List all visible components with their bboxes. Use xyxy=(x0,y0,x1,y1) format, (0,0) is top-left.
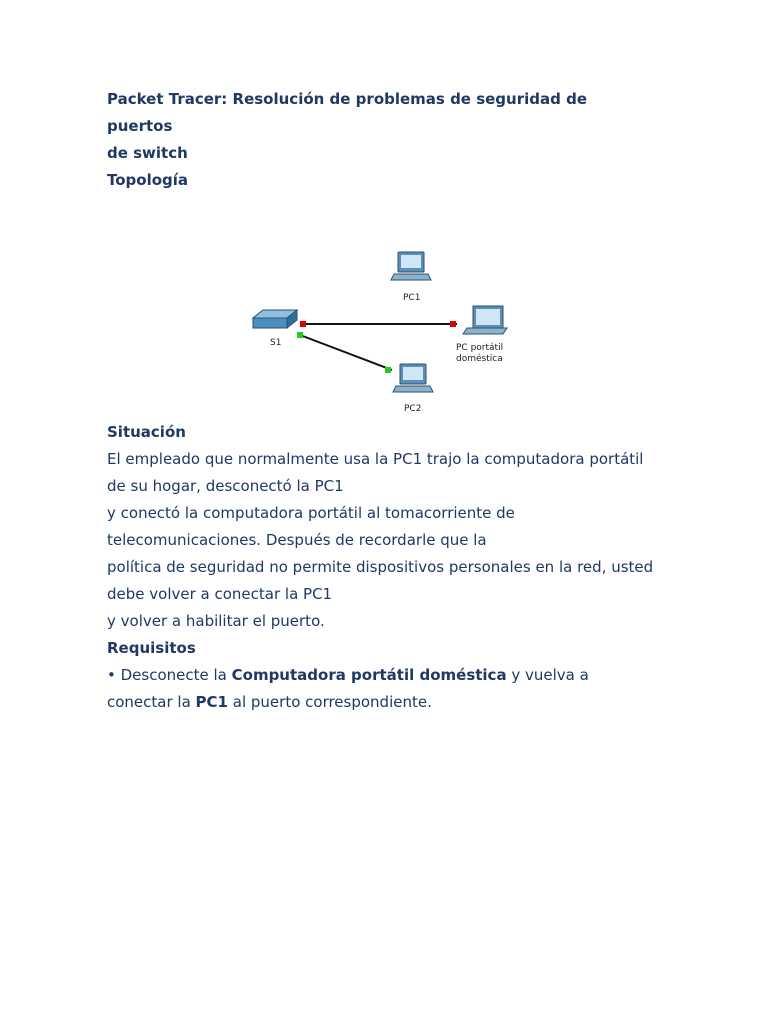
situacion-heading: Situación xyxy=(107,423,186,441)
title-line-2: puertos xyxy=(107,117,173,135)
requisitos-item-2 xyxy=(107,689,667,716)
req1-post: y vuelva a xyxy=(506,666,589,684)
port-light-s1-laptop xyxy=(300,321,306,327)
link-s1-pc2 xyxy=(300,335,392,370)
laptop-icon xyxy=(463,306,507,334)
port-light-laptop xyxy=(450,321,456,327)
port-light-pc2 xyxy=(385,367,391,373)
topology-diagram xyxy=(107,206,667,414)
req2-bold: PC1 xyxy=(195,693,228,711)
situacion-line-3: y conectó la computadora portátil al tomacorriente de xyxy=(107,504,515,522)
s1-label: S1 xyxy=(270,338,282,348)
pc2-icon xyxy=(393,364,433,392)
title-line-1: Packet Tracer: Resolución de problemas de seguridad de xyxy=(107,90,587,108)
req2-post: al puerto correspondiente. xyxy=(228,693,432,711)
situacion-line-7: y volver a habilitar el puerto. xyxy=(107,612,325,630)
requisitos-item-1 xyxy=(107,662,667,689)
req2-pre: conectar la xyxy=(107,693,196,711)
situacion-line-4: telecomunicaciones. Después de recordarle que la xyxy=(107,531,487,549)
topology-heading: Topología xyxy=(107,171,189,189)
situacion-line-1: El empleado que normalmente usa la PC1 trajo la computadora portátil xyxy=(107,450,644,468)
pc2-label: PC2 xyxy=(404,404,422,414)
situacion-line-2: de su hogar, desconectó la PC1 xyxy=(107,477,344,495)
laptop-label-line2: doméstica xyxy=(456,354,503,364)
title-line-3: de switch xyxy=(107,144,188,162)
situacion-line-6: debe volver a conectar la PC1 xyxy=(107,585,333,603)
document-page xyxy=(107,86,667,716)
port-light-s1-pc2 xyxy=(297,332,303,338)
req1-pre: • Desconecte la xyxy=(107,666,232,684)
switch-s1-icon xyxy=(253,310,297,328)
topology-figure xyxy=(107,206,667,414)
laptop-label-line1: PC portátil xyxy=(456,343,504,353)
req1-bold: Computadora portátil doméstica xyxy=(231,666,507,684)
pc1-label: PC1 xyxy=(403,293,421,303)
pc1-icon xyxy=(391,252,431,280)
requisitos-heading: Requisitos xyxy=(107,639,196,657)
situacion-line-5: política de seguridad no permite dispositivos personales en la red, usted xyxy=(107,558,654,576)
